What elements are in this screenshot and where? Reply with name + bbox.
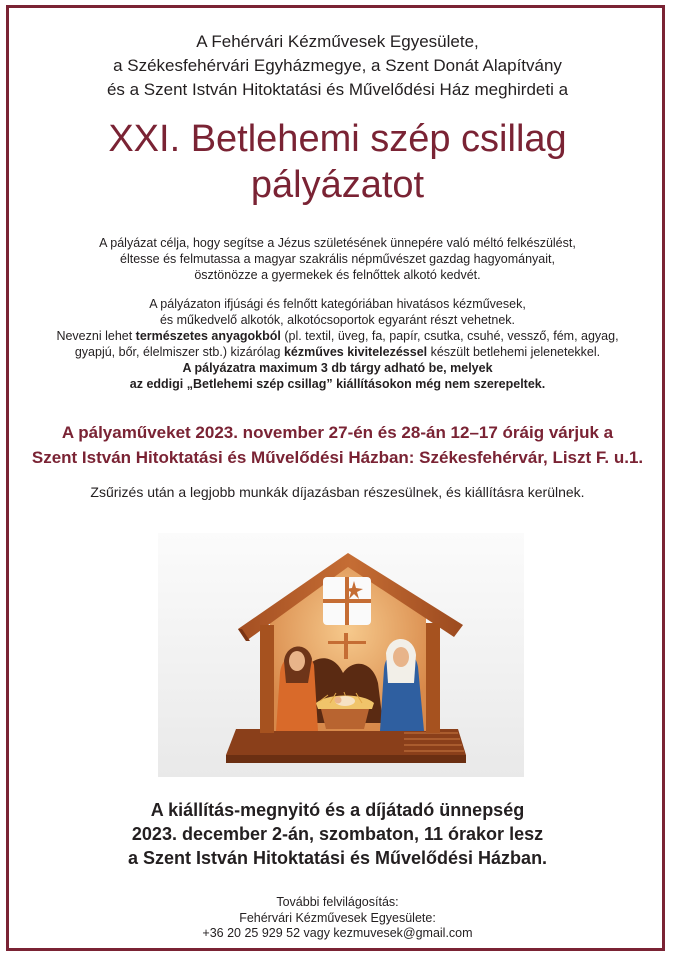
rules-line: A pályázaton ifjúsági és felnőtt kategóriában hivatásos kézművesek, [149, 297, 526, 311]
rules-text: Nevezni lehet [56, 329, 136, 343]
contact-line: További felvilágosítás: [276, 895, 399, 909]
contact-line: Fehérvári Kézművesek Egyesülete: [239, 910, 436, 925]
rules-paragraph [0, 296, 675, 392]
intro-line: A Fehérvári Kézművesek Egyesülete, [196, 32, 479, 51]
opening-line: A kiállítás-megnyitó és a díjátadó ünnepség [150, 800, 525, 820]
jury-note: Zsűrizés után a legjobb munkák díjazásban részesülnek, és kiállításra kerülnek. [90, 484, 585, 500]
rules-line: és műkedvelő alkotók, alkotócsoportok egyaránt részt vehetnek. [159, 313, 516, 327]
contact-info [0, 895, 675, 942]
rules-emphasis: kézműves kivitelezéssel [283, 345, 428, 359]
rules-text: készült betlehemi jelenetekkel. [427, 345, 601, 359]
intro-line: és a Szent István Hitoktatási és Művelődési Ház meghirdeti a [106, 80, 569, 99]
opening-ceremony [0, 798, 675, 870]
submission-info [0, 420, 675, 470]
contact-line: +36 20 25 929 52 vagy kezmuvesek@gmail.com [202, 926, 473, 940]
nativity-scene-image [158, 533, 524, 777]
page-title [0, 116, 675, 208]
rules-line [0, 360, 675, 376]
rules-emphasis: természetes anyagokból [135, 329, 281, 343]
submission-line: Szent István Hitoktatási és Művelődési Házban: Székesfehérvár, Liszt F. u.1. [31, 448, 644, 467]
title-line: pályázatot [250, 164, 425, 206]
organizers-intro [0, 30, 675, 102]
submission-line: A pályaműveket 2023. november 27-én és 28-án 12–17 óráig várjuk a [61, 423, 614, 442]
opening-line: a Szent István Hitoktatási és Művelődési Házban. [127, 848, 548, 868]
intro-line: a Székesfehérvári Egyházmegye, a Szent Donát Alapítvány [113, 56, 562, 75]
rules-line [0, 376, 675, 392]
rules-emphasis: A pályázatra maximum 3 db tárgy adható be, melyek [182, 361, 493, 375]
rules-text: (pl. textil, üveg, fa, papír, csutka, csuhé, vessző, fém, agyag, [280, 329, 619, 343]
rules-line [0, 328, 675, 344]
purpose-line: A pályázat célja, hogy segítse a Jézus születésének ünnepére való méltó felkészülést, [99, 236, 576, 250]
title-line: XXI. Betlehemi szép csillag [108, 118, 567, 160]
purpose-paragraph [0, 235, 675, 283]
rules-emphasis: az eddigi „Betlehemi szép csillag” kiállításokon még nem szerepeltek. [129, 377, 546, 391]
rules-text: gyapjú, bőr, élelmiszer stb.) kizárólag [74, 345, 284, 359]
opening-line: 2023. december 2-án, szombaton, 11 órakor lesz [131, 824, 544, 844]
purpose-line: éltesse és felmutassa a magyar szakrális népművészet gazdag hagyományait, [120, 252, 555, 266]
purpose-line: ösztönözze a gyermekek és felnőttek alkotó kedvét. [194, 268, 481, 282]
rules-line [0, 344, 675, 360]
